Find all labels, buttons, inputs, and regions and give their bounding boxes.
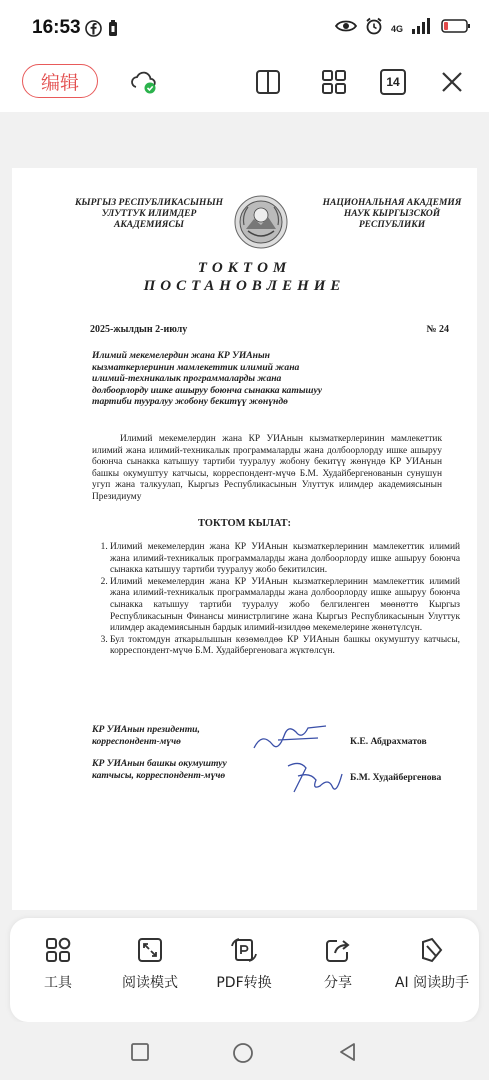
signature-1-icon: [248, 718, 338, 758]
facebook-icon: [85, 20, 102, 42]
status-time: 16:53: [32, 17, 81, 38]
page-count-icon[interactable]: [379, 68, 407, 96]
eye-icon: [335, 19, 357, 38]
ai-assistant-icon: [418, 936, 446, 964]
share-button[interactable]: [293, 936, 383, 992]
signatory-title-line: КР УИАнын башкы окумуштуу: [92, 758, 227, 769]
doc-number: № 24: [426, 324, 449, 335]
signal-icon: [411, 18, 433, 39]
edit-button[interactable]: 编辑: [22, 64, 98, 98]
pdf-convert-label: PDF转换: [216, 975, 272, 991]
doc-subject: Илимий мекемелердин жана КР УИАнын кызматкерлеринин мамлекеттик илимий жана илимий-техникалык программаларды жана долбоорлорду ишке ашыруу боюнча сынакка катышуу тартиби тууралуу жобону бекитүү жөнүндө: [92, 350, 322, 407]
resolution-list: [92, 542, 460, 658]
recents-icon[interactable]: [130, 1042, 150, 1067]
expand-icon: [136, 936, 164, 964]
doc-title-kyrgyz: ТОКТОМ: [197, 260, 292, 276]
signature-2-icon: [280, 756, 350, 802]
pdf-convert-icon: [230, 936, 258, 964]
state-emblem-icon: [234, 195, 288, 249]
signatory-1-title: [92, 724, 200, 748]
signatory-2-title: [92, 758, 227, 782]
ai-assistant-label: AI 阅读助手: [394, 975, 470, 991]
status-bar: [0, 0, 489, 56]
doc-date: 2025-жылдын 2-июлу: [90, 324, 188, 335]
battery-saver-icon: [108, 19, 118, 42]
list-item: 3. Бул токтомдун аткарылышын көзөмөлдөө КР УИАнын башкы окумуштуу катчысы, корреспондент-мүчө Б.М. Худайбергеновага жүктөлсүн.: [110, 635, 460, 658]
viewer-toolbar: [0, 56, 489, 112]
reading-mode-button[interactable]: [105, 936, 195, 992]
header-right-line: РЕСПУБЛИКИ: [358, 220, 426, 230]
split-view-icon[interactable]: [254, 68, 282, 96]
back-icon[interactable]: [338, 1042, 358, 1067]
tools-grid-icon: [44, 936, 72, 964]
signatory-title-line: катчысы, корреспондент-мүчө: [92, 770, 226, 781]
header-right-line: НАУК КЫРГЫЗСКОЙ: [343, 209, 441, 219]
signatory-title-line: корреспондент-мүчө: [92, 736, 181, 747]
thumbnails-grid-icon[interactable]: [320, 68, 348, 96]
signatory-2-name: Б.М. Худайбергенова: [350, 772, 442, 783]
tools-label: 工具: [44, 975, 72, 991]
cloud-sync-icon[interactable]: [129, 68, 157, 96]
header-left-line: КЫРГЫЗ РЕСПУБЛИКАСЫНЫН: [74, 198, 224, 208]
signatory-1-name: К.Е. Абдрахматов: [350, 736, 427, 747]
header-right-line: НАЦИОНАЛЬНАЯ АКАДЕМИЯ: [322, 198, 462, 208]
header-left: [64, 198, 234, 231]
signatory-title-line: КР УИАнын президенти,: [92, 724, 200, 735]
share-icon: [324, 936, 352, 964]
header-left-line: АКАДЕМИЯСЫ: [113, 220, 184, 230]
battery-icon: [441, 18, 471, 39]
page-count: 14: [386, 75, 400, 89]
bottom-action-bar: [10, 918, 479, 1022]
ai-assistant-button[interactable]: [387, 936, 477, 992]
system-nav-bar: [0, 1022, 489, 1080]
list-item: 2. Илимий мекемелердин жана КР УИАнын кызматкерлеринин мамлекеттик илимий жана илимий-техникалык программаларды жана долбоорлорду ишке ашыруу боюнча сынакка катышуу тартиби тууралуу жобо белгиленген мөөнөттө Кыргыз Республикасынын Финансы министрлигине жана Кыргыз Республикасынын Улуттук илимдер академиясынын бардык илимий-изилдөө мекемелерине жөнөтүлсүн.: [110, 577, 460, 635]
list-item: 1. Илимий мекемелердин жана КР УИАнын кызматкерлеринин мамлекеттик илимий жана илимий-техникалык программаларды жана долбоорлорду ишке ашыруу боюнча сынакка катышуу тартиби тууралуу жобо бекитилсин.: [110, 542, 460, 577]
header-left-line: УЛУТТУК ИЛИМДЕР: [101, 209, 197, 219]
network-label: 4G: [390, 23, 403, 34]
resolve-heading: ТОКТОМ КЫЛАТ:: [197, 518, 292, 529]
document-page: [12, 168, 477, 910]
header-right: [312, 198, 472, 231]
close-icon[interactable]: [438, 68, 466, 96]
tools-button[interactable]: [13, 936, 103, 992]
home-icon[interactable]: [232, 1042, 254, 1069]
share-label: 分享: [324, 975, 352, 991]
alarm-icon: [365, 17, 383, 40]
reading-mode-label: 阅读模式: [122, 975, 178, 991]
doc-preamble: Илимий мекемелердин жана КР УИАнын кызматкерлеринин мамлекеттик илимий жана илимий-техникалык программаларды жана долбоорлорду ишке ашыруу боюнча сынакка катышуу тартиби тууралуу жобону бекитүү жөнүндө КР УИАнын башкы окумуштуу катчысы, корреспондент-мүчө Б.М. Худайбергенованын сунушун угуп жана талкуулап, Кыргыз Республикасынын Улуттук илимдер академиясынын Президиуму: [92, 434, 442, 502]
document-viewport[interactable]: [0, 112, 489, 912]
doc-title-russian: ПОСТАНОВЛЕНИЕ: [143, 278, 346, 294]
pdf-convert-button[interactable]: [199, 936, 289, 992]
